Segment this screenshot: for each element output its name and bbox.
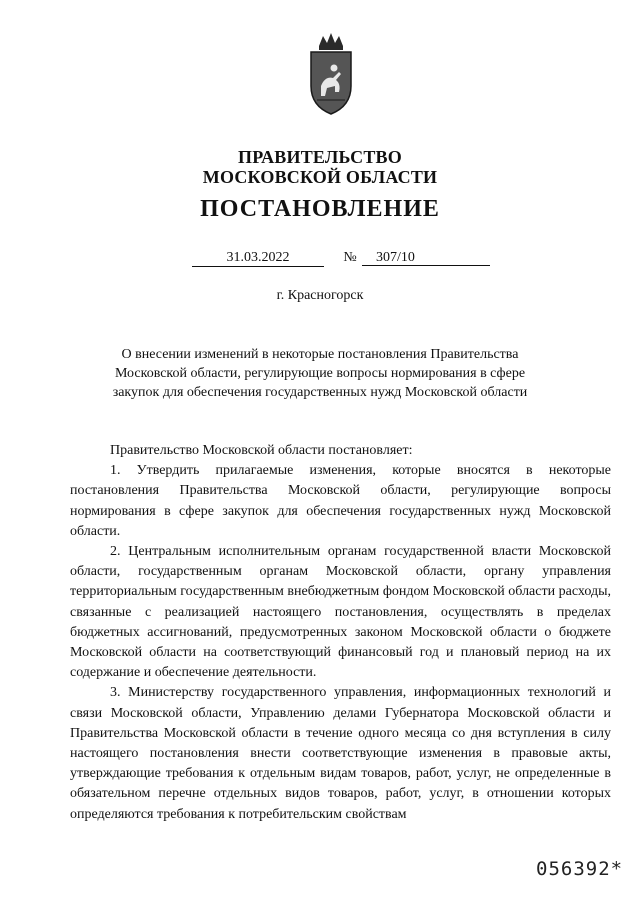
serial-stamp: 056392* — [536, 858, 624, 880]
organization-name-line2: МОСКОВСКОЙ ОБЛАСТИ — [202, 167, 438, 187]
document-type: ПОСТАНОВЛЕНИЕ — [200, 196, 440, 222]
city: г. Красногорск — [276, 288, 364, 303]
organization-name-line1: ПРАВИТЕЛЬСТВО — [238, 147, 402, 167]
paragraph-3: 3. Министерству государственного управления, информационных технологий и связи Московской области, Управлению делами Губернатора Московской области и Правительства Московской области в течение одного месяца со дня вступления в силу настоящего постановления внести соответствующие изменения в правовые акты, утверждающие требования к отдельным видам товаров, работ, услуг, не определенные в обязательном перечне отдельных видов товаров, работ, услуг, в отношении которых определяются требования к потребительским свойствам — [70, 685, 611, 822]
number-sign: № — [343, 250, 357, 265]
paragraph-1: 1. Утвердить прилагаемые изменения, которые вносятся в некоторые постановления Правительства Московской области, регулирующие вопросы нормирования в сфере закупок для обеспечения государственных нужд Московской области. — [70, 463, 611, 539]
paragraph-2: 2. Центральным исполнительным органам государственной власти Московской области, государственным органам Московской области, органу управления территориальным государственным внебюджетным фондом Московской области расходы, связанные с реализацией настоящего постановления, осуществлять в пределах бюджетных ассигнований, предусмотренных законом Московской области о бюджете Московской области на соответствующий финансовый год и плановый период на их содержание и обеспечение деятельности. — [70, 544, 611, 681]
document-body — [70, 441, 611, 825]
document-number: 307/10 — [362, 250, 490, 266]
body-lead: Правительство Московской области постановляет: — [110, 443, 413, 458]
coat-of-arms-icon — [301, 28, 361, 118]
document-date: 31.03.2022 — [192, 250, 324, 267]
document-title: О внесении изменений в некоторые постановления Правительства Московской области, регулирующие вопросы нормирования в сфере закупок для обеспечения государственных нужд Московской области — [112, 347, 528, 400]
